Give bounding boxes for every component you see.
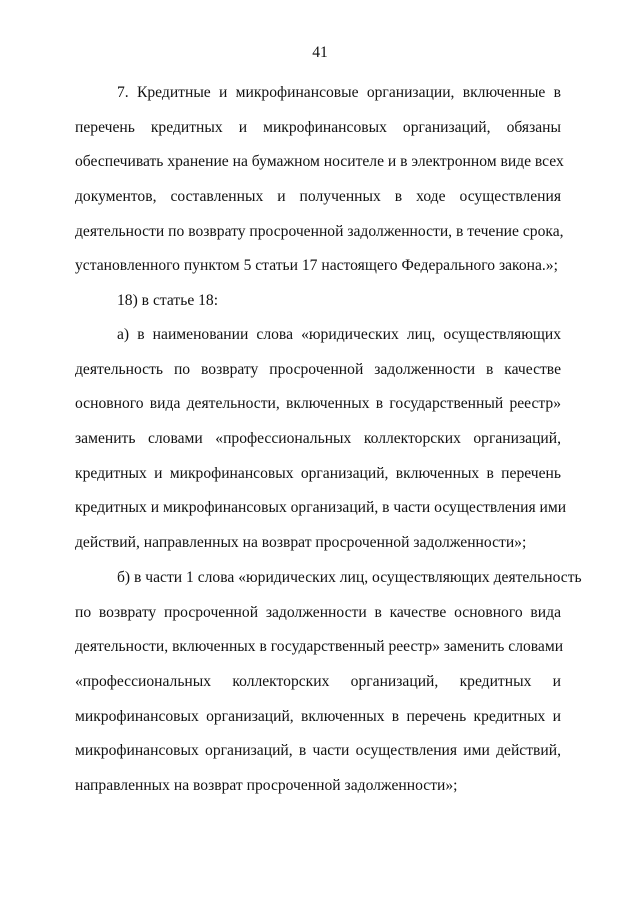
paragraph-line: заменить словами «профессиональных коллекторских организаций,: [75, 430, 561, 448]
page-number: 41: [312, 44, 328, 61]
paragraph-line: 7. Кредитные и микрофинансовые организации, включенные в: [117, 84, 561, 101]
paragraph-line: микрофинансовых организаций, включенных в перечень кредитных и: [75, 707, 561, 725]
paragraph-line: а) в наименовании слова «юридических лиц, осуществляющих: [117, 326, 561, 343]
paragraph-line: деятельности, включенных в государственный реестр» заменить словами: [75, 638, 564, 656]
paragraph-7: [75, 76, 564, 284]
paragraph-line: обеспечивать хранение на бумажном носителе и в электронном виде всех: [75, 153, 564, 171]
subitem-b: [75, 561, 582, 804]
paragraph-line: документов, составленных и полученных в ходе осуществления: [75, 188, 561, 206]
paragraph-line: установленного пунктом 5 статьи 17 настоящего Федерального закона.»;: [75, 257, 558, 275]
paragraph-line: основного вида деятельности, включенных в государственный реестр»: [75, 395, 561, 413]
paragraph-line: кредитных и микрофинансовых организаций, включенных в перечень: [75, 464, 561, 482]
paragraph-line: деятельности по возврату просроченной задолженности, в течение срока,: [75, 222, 564, 240]
item-18-heading: 18) в статье 18:: [117, 292, 219, 309]
paragraph-line: микрофинансовых организаций, в части осуществления ими действий,: [75, 742, 561, 760]
item-18: [75, 284, 561, 319]
paragraph-line: б) в части 1 слова «юридических лиц, осуществляющих деятельность: [117, 569, 582, 586]
paragraph-line: кредитных и микрофинансовых организаций, в части осуществления ими: [75, 499, 567, 517]
subitem-a: [75, 318, 567, 561]
paragraph-line: по возврату просроченной задолженности в качестве основного вида: [75, 603, 561, 621]
paragraph-line: действий, направленных на возврат просроченной задолженности»;: [75, 534, 527, 552]
paragraph-line: «профессиональных коллекторских организаций, кредитных и: [75, 673, 561, 691]
paragraph-line: деятельность по возврату просроченной задолженности в качестве: [75, 360, 561, 378]
paragraph-line: направленных на возврат просроченной задолженности»;: [75, 777, 458, 795]
paragraph-line: перечень кредитных и микрофинансовых организаций, обязаны: [75, 118, 561, 136]
